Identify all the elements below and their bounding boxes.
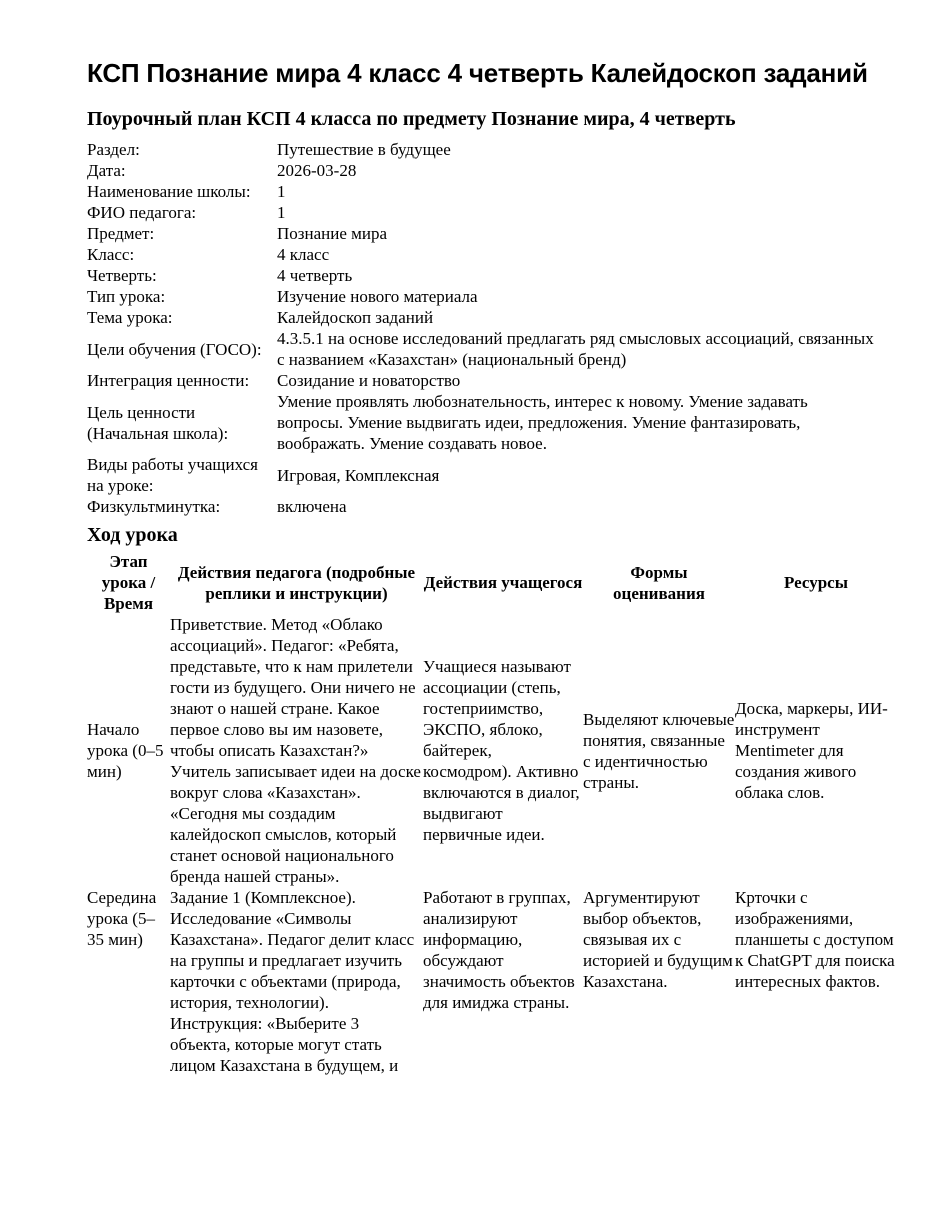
info-value: Созидание и новаторство <box>277 371 461 390</box>
info-row <box>87 496 877 517</box>
info-row <box>87 202 877 223</box>
info-label: Наименование школы: <box>87 182 251 201</box>
info-label: Класс: <box>87 245 135 264</box>
cell-stage: Середина урока (5–35 мин) <box>87 888 157 949</box>
plan-subtitle: Поурочный план КСП 4 класса по предмету Познание мира, 4 четверть <box>87 108 736 130</box>
info-label: Интеграция ценности: <box>87 371 250 390</box>
info-label: Тип урока: <box>87 287 166 306</box>
info-label: Предмет: <box>87 224 155 243</box>
cell-resources: Доска, маркеры, ИИ-инструмент Mentimeter для создания живого облака слов. <box>735 699 888 802</box>
info-row <box>87 391 877 454</box>
info-value: Познание мира <box>277 224 388 243</box>
info-row <box>87 139 877 160</box>
col-header-teacher-actions: Действия педагога (подробные реплики и инструкции) <box>177 562 416 603</box>
info-label: Четверть: <box>87 266 157 285</box>
info-row <box>87 328 877 370</box>
info-row <box>87 370 877 391</box>
table-row <box>87 887 897 1076</box>
info-value: 4 класс <box>277 245 330 264</box>
col-header-resources: Ресурсы <box>783 573 848 592</box>
cell-student-actions: Работают в группах, анализируют информацию, обсуждают значимость объектов для имиджа страны. <box>423 888 575 1012</box>
info-value: Игровая, Комплексная <box>277 465 440 485</box>
info-label: Цели обучения (ГОСО): <box>87 339 262 359</box>
cell-student-actions: Учащиеся называют ассоциации (степь, гостеприимство, ЭКСПО, яблоко, байтерек, космодром). Активно включаются в диалог, выдвигают первичные идеи. <box>423 657 580 844</box>
info-label: Физкультминутка: <box>87 497 221 516</box>
info-value: Умение проявлять любознательность, интерес к новому. Умение задавать вопросы. Умение выдвигать идеи, предложения. Умение фантазировать, воображать. Умение создавать новое. <box>277 392 808 453</box>
info-label: Виды работы учащихся на уроке: <box>87 455 258 495</box>
info-row <box>87 244 877 265</box>
info-value: 4 четверть <box>277 266 353 285</box>
info-label: Дата: <box>87 161 126 180</box>
info-row <box>87 223 877 244</box>
lesson-flow-table <box>87 551 897 1076</box>
cell-stage: Начало урока (0–5 мин) <box>87 720 164 781</box>
document-page <box>87 58 897 1076</box>
info-value: Изучение нового материала <box>277 287 478 306</box>
cell-resources: Крточки с изображениями, планшеты с доступом к ChatGPT для поиска интересных фактов. <box>735 888 895 991</box>
col-header-student-actions: Действия учащегося <box>423 573 583 592</box>
cell-assessment: Аргументируют выбор объектов, связывая их с историей и будущим Казахстана. <box>583 888 733 991</box>
cell-teacher-actions: Приветствие. Метод «Облако ассоциаций». Педагог: «Ребята, представьте, что к нам прилетели гости из будущего. Они ничего не знают о нашей стране. Какое первое слово вы им назовете, чтобы описать Казахстан?» Учитель записывает идеи на доске вокруг слова «Казахстан». «Сегодня мы создадим калейдоскоп смыслов, который станет основой национального бренда нашей страны». <box>170 615 421 886</box>
info-value: 4.3.5.1 на основе исследований предлагать ряд смысловых ассоциаций, связанных с названием «Казахстан» (национальный бренд) <box>277 329 874 369</box>
info-label: Тема урока: <box>87 308 173 327</box>
info-label: Раздел: <box>87 140 140 159</box>
info-row <box>87 454 877 496</box>
table-header-row <box>87 551 897 614</box>
info-value: 2026-03-28 <box>277 161 357 180</box>
info-value: включена <box>277 497 347 516</box>
info-value: Путешествие в будущее <box>277 140 451 159</box>
lesson-flow-heading: Ход урока <box>87 524 178 546</box>
info-row <box>87 286 877 307</box>
col-header-stage: Этап урока / Время <box>101 552 156 613</box>
table-row <box>87 614 897 887</box>
document-title: КСП Познание мира 4 класс 4 четверть Калейдоскоп заданий <box>87 58 868 88</box>
lesson-info-table <box>87 139 877 517</box>
info-label: ФИО педагога: <box>87 203 197 222</box>
info-label: Цель ценности (Начальная школа): <box>87 402 229 443</box>
info-row <box>87 307 877 328</box>
info-row <box>87 265 877 286</box>
cell-teacher-actions: Задание 1 (Комплексное). Исследование «Символы Казахстана». Педагог делит класс на группы и предлагает изучить карточки с объектами (природа, история, технологии). Инструкция: «Выберите 3 объекта, которые могут стать лицом Казахстана в будущем, и <box>170 888 415 1075</box>
info-value: Калейдоскоп заданий <box>277 308 434 327</box>
cell-assessment: Выделяют ключевые понятия, связанные с идентичностью страны. <box>583 709 735 792</box>
col-header-assessment: Формы оценивания <box>613 562 705 603</box>
info-value: 1 <box>277 203 286 222</box>
info-value: 1 <box>277 182 286 201</box>
info-row <box>87 181 877 202</box>
info-row <box>87 160 877 181</box>
